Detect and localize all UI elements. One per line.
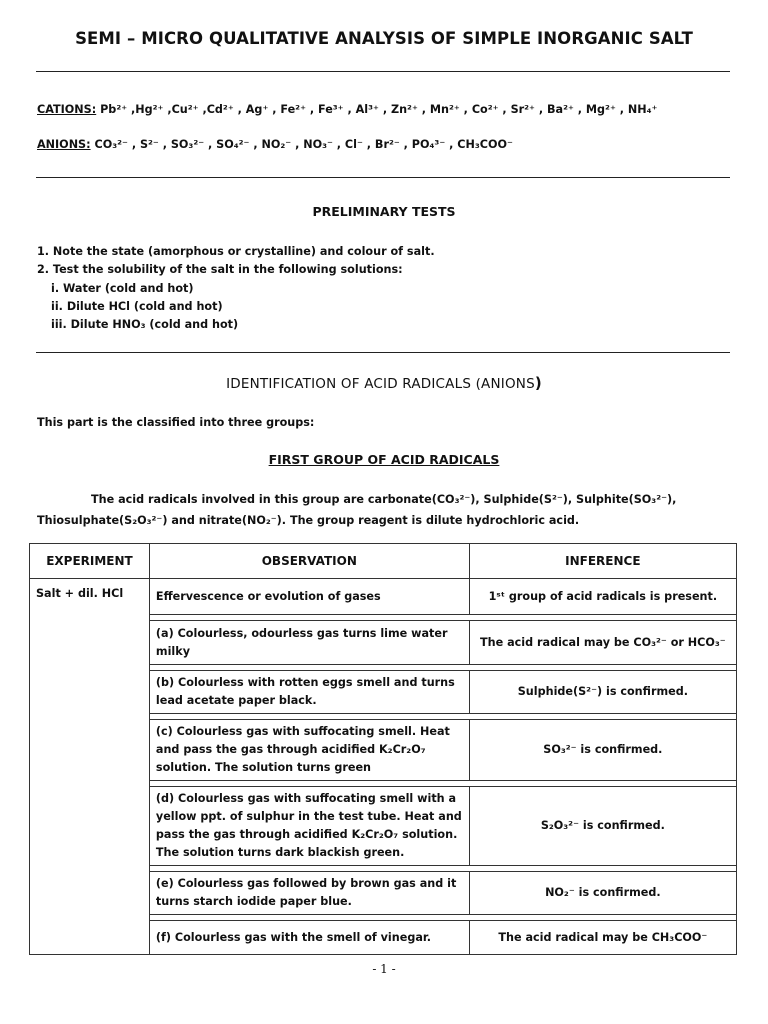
divider bbox=[36, 352, 730, 353]
anions-list: CO₃²⁻ , S²⁻ , SO₃²⁻ , SO₄²⁻ , NO₂⁻ , NO₃⁻ , Cl⁻ , Br²⁻ , PO₄³⁻ , CH₃COO⁻ bbox=[94, 138, 513, 151]
inference-cell: The acid radical may be CO₃²⁻ or HCO₃⁻ bbox=[469, 621, 736, 665]
analysis-table bbox=[29, 543, 737, 955]
first-group-paragraph-text: The acid radicals involved in this group are carbonate(CO₃²⁻), Sulphide(S²⁻), Sulphite(SO₃²⁻), Thiosulphate(S₂O₃²⁻) and nitrate(NO₂⁻). The group reagent is dilute hydrochloric acid. bbox=[37, 493, 677, 527]
inference-cell: The acid radical may be CH₃COO⁻ bbox=[469, 921, 736, 955]
preliminary-sub-iii: iii. Dilute HNO₃ (cold and hot) bbox=[51, 318, 239, 332]
preliminary-step-1: 1. Note the state (amorphous or crystalline) and colour of salt. bbox=[37, 245, 435, 258]
cations-line bbox=[37, 103, 657, 116]
preliminary-sub-ii: ii. Dilute HCl (cold and hot) bbox=[51, 299, 223, 313]
cations-label: CATIONS: bbox=[37, 103, 97, 116]
anions-label: ANIONS: bbox=[37, 138, 91, 151]
observation-cell: (a) Colourless, odourless gas turns lime water milky bbox=[149, 621, 469, 665]
inference-cell: S₂O₃²⁻ is confirmed. bbox=[469, 787, 736, 866]
anions-line bbox=[37, 138, 513, 151]
identification-heading bbox=[0, 374, 768, 392]
identification-heading-text: IDENTIFICATION OF ACID RADICALS (ANIONS bbox=[226, 376, 535, 392]
table-row bbox=[30, 579, 737, 615]
observation-cell: Effervescence or evolution of gases bbox=[149, 579, 469, 615]
observation-cell: (e) Colourless gas followed by brown gas and it turns starch iodide paper blue. bbox=[149, 872, 469, 915]
divider bbox=[36, 71, 730, 72]
divider bbox=[36, 177, 730, 178]
first-group-paragraph bbox=[37, 489, 729, 531]
cations-list: Pb²⁺ ,Hg²⁺ ,Cu²⁺ ,Cd²⁺ , Ag⁺ , Fe²⁺ , Fe³⁺ , Al³⁺ , Zn²⁺ , Mn²⁺ , Co²⁺ , Sr²⁺ , Ba²⁺ , Mg²⁺ , NH₄⁺ bbox=[100, 103, 658, 116]
first-group-heading bbox=[0, 452, 768, 467]
observation-cell: (d) Colourless gas with suffocating smell with a yellow ppt. of sulphur in the test tube. Heat and pass the gas through acidified K₂Cr₂O₇ solution. The solution turns dark blackish green. bbox=[149, 787, 469, 866]
preliminary-heading: PRELIMINARY TESTS bbox=[312, 204, 456, 219]
first-group-heading-text: FIRST GROUP OF ACID RADICALS bbox=[268, 452, 500, 467]
page-number: - 1 - bbox=[372, 962, 396, 976]
inference-cell: Sulphide(S²⁻) is confirmed. bbox=[469, 671, 736, 714]
observation-cell: (b) Colourless with rotten eggs smell and turns lead acetate paper black. bbox=[149, 671, 469, 714]
observation-cell: (c) Colourless gas with suffocating smell. Heat and pass the gas through acidified K₂Cr₂O₇ solution. The solution turns green bbox=[149, 720, 469, 781]
preliminary-list bbox=[37, 243, 435, 334]
classified-text: This part is the classified into three groups: bbox=[37, 416, 315, 429]
header-observation: OBSERVATION bbox=[149, 544, 469, 579]
inference-cell: NO₂⁻ is confirmed. bbox=[469, 872, 736, 915]
inference-cell: SO₃²⁻ is confirmed. bbox=[469, 720, 736, 781]
identification-heading-paren: ) bbox=[534, 374, 542, 392]
header-experiment: EXPERIMENT bbox=[30, 544, 150, 579]
experiment-cell: Salt + dil. HCl bbox=[30, 579, 150, 955]
observation-cell: (f) Colourless gas with the smell of vinegar. bbox=[149, 921, 469, 955]
header-inference: INFERENCE bbox=[469, 544, 736, 579]
preliminary-step-2: 2. Test the solubility of the salt in the following solutions: bbox=[37, 263, 403, 277]
document-title: SEMI – MICRO QUALITATIVE ANALYSIS OF SIMPLE INORGANIC SALT bbox=[75, 29, 693, 48]
inference-cell: 1ˢᵗ group of acid radicals is present. bbox=[469, 579, 736, 615]
preliminary-sub-i: i. Water (cold and hot) bbox=[51, 281, 194, 295]
